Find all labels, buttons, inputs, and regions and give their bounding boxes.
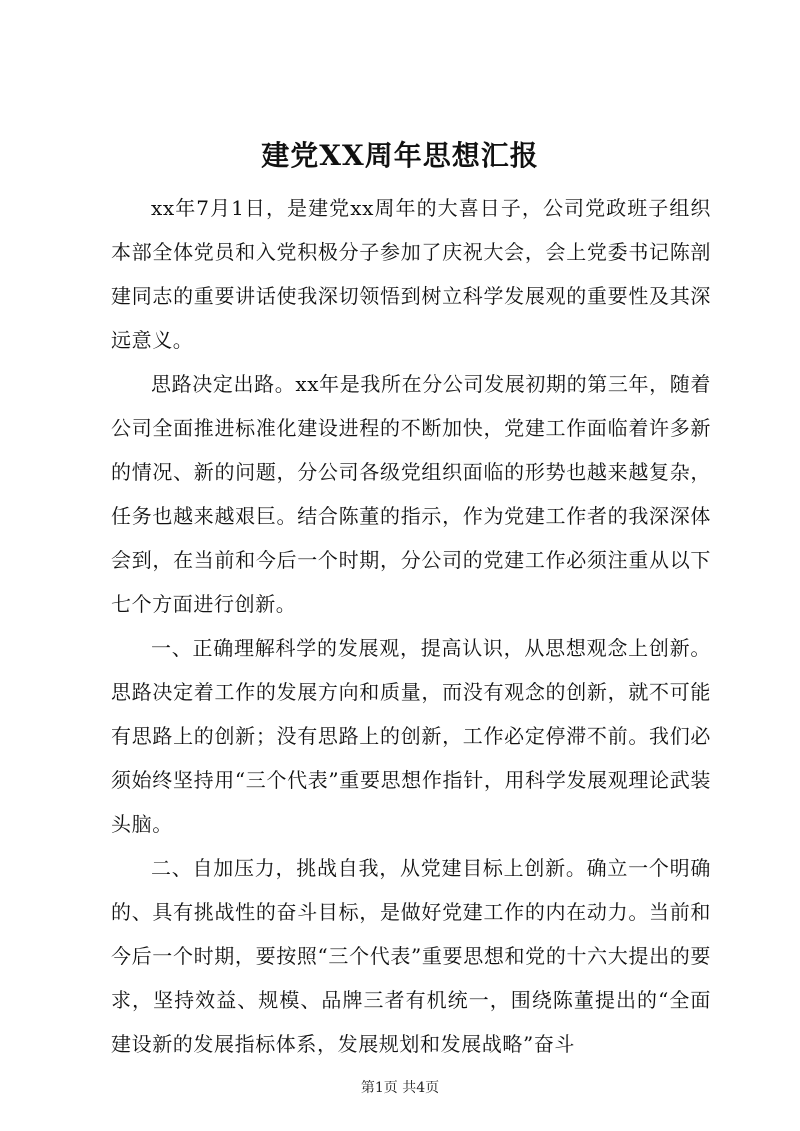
paragraph-4: 二、自加压力，挑战自我，从党建目标上创新。确立一个明确的、具有挑战性的奋斗目标，是做好党建工作的内在动力。当前和今后一个时期，要按照“三个代表”重要思想和党的十六大提出的要求，坚持效益、规模、品牌三者有机统一，围绕陈董提出的“全面建设新的发展指标体系，发展规划和发展战略”奋斗 (111, 856, 711, 1056)
page-footer: 第1页 共4页 (360, 1080, 440, 1096)
paragraph-1: xx年7月1日，是建党xx周年的大喜日子，公司党政班子组织本部全体党员和入党积极分子参加了庆祝大会，会上党委书记陈剖建同志的重要讲话使我深切领悟到树立科学发展观的重要性及其深远意义。 (111, 196, 711, 352)
document-title: 建党XX周年思想汇报 (261, 139, 539, 172)
paragraph-3: 一、正确理解科学的发展观，提高认识，从思想观念上创新。思路决定着工作的发展方向和质量，而没有观念的创新，就不可能有思路上的创新；没有思路上的创新，工作必定停滞不前。我们必须始终坚持用“三个代表”重要思想作指针，用科学发展观理论武装头脑。 (111, 636, 711, 836)
paragraph-2: 思路决定出路。xx年是我所在分公司发展初期的第三年，随着公司全面推进标准化建设进程的不断加快，党建工作面临着许多新的情况、新的问题，分公司各级党组织面临的形势也越来越复杂，任务也越来越艰巨。结合陈董的指示，作为党建工作者的我深深体会到，在当前和今后一个时期，分公司的党建工作必须注重从以下七个方面进行创新。 (111, 372, 711, 616)
document-body (111, 186, 711, 1066)
